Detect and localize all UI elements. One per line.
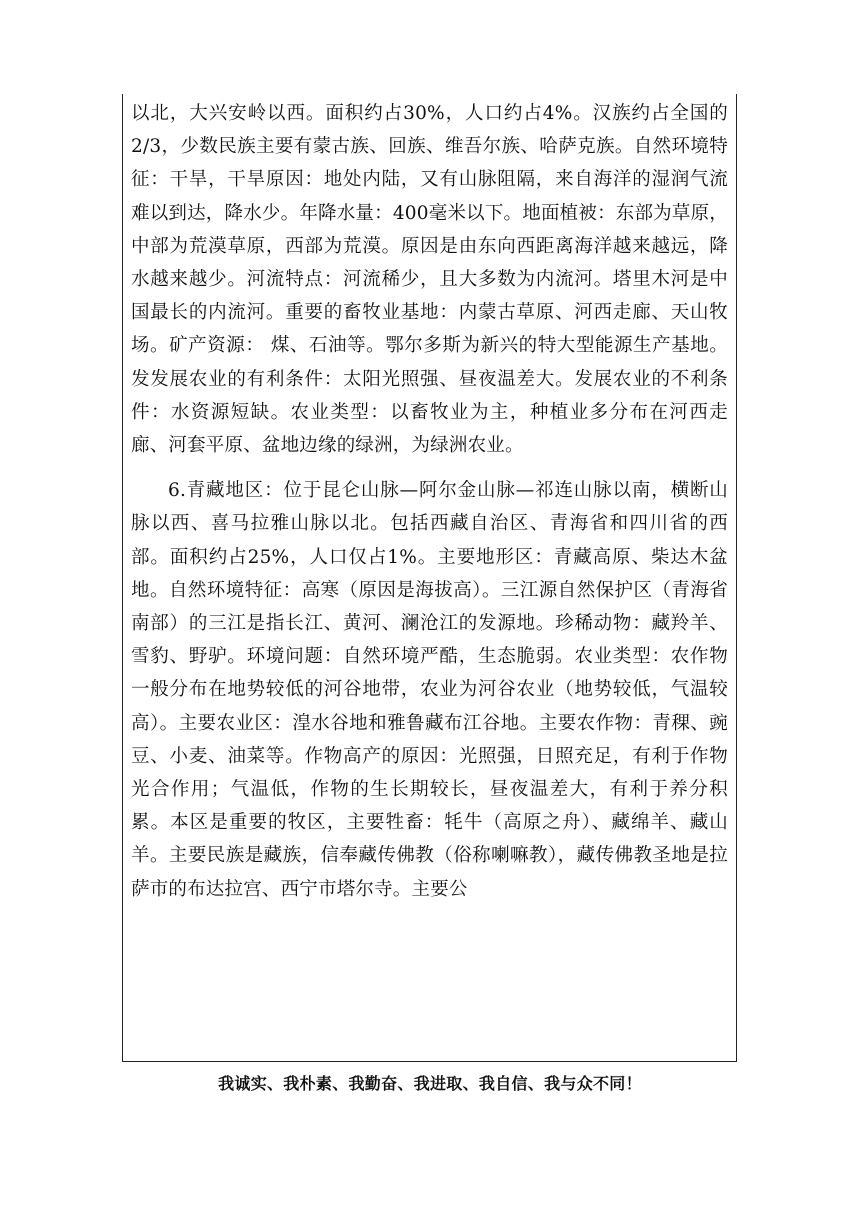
footer-motto: 我诚实、我朴素、我勤奋、我进取、我自信、我与众不同！: [218, 1074, 642, 1093]
text-frame: [122, 94, 737, 1062]
paragraph-northwest: 以北，大兴安岭以西。面积约占30%，人口约占4%。汉族约占全国的2/3，少数民族主要有蒙古族、回族、维吾尔族、哈萨克族。自然环境特征：干旱，干旱原因：地处内陆，又有山脉阻隔，来自海洋的湿润气流难以到达，降水少。年降水量：400毫米以下。地面植被：东部为草原，中部为荒漠草原，西部为荒漠。原因是由东向西距离海洋越来越远，降水越来越少。河流特点：河流稀少，且大多数为内流河。塔里木河是中国最长的内流河。重要的畜牧业基地：内蒙古草原、河西走廊、天山牧场。矿产资源： 煤、石油等。鄂尔多斯为新兴的特大型能源生产基地。发发展农业的有利条件：太阳光照强、昼夜温差大。发展农业的不利条件：水资源短缺。农业类型：以畜牧业为主，种植业多分布在河西走廊、河套平原、盆地边缘的绿洲，为绿洲农业。: [131, 103, 728, 457]
paragraph-spacer: [131, 462, 728, 474]
paragraph-qinghai-tibet: 6.青藏地区：位于昆仑山脉—阿尔金山脉—祁连山脉以南，横断山脉以西、喜马拉雅山脉以北。包括西藏自治区、青海省和四川省的西部。面积约占25%，人口仅占1%。主要地形区：青藏高原、柴达木盆地。自然环境特征：高寒（原因是海拔高）。三江源自然保护区（青海省南部）的三江是指长江、黄河、澜沧江的发源地。珍稀动物：藏羚羊、雪豹、野驴。环境问题：自然环境严酷，生态脆弱。农业类型：农作物一般分布在地势较低的河谷地带，农业为河谷农业（地势较低，气温较高）。主要农业区：湟水谷地和雅鲁藏布江谷地。主要农作物：青稞、豌豆、小麦、油菜等。作物高产的原因：光照强，日照充足，有利于作物光合作用；气温低，作物的生长期较长，昼夜温差大，有利于养分积累。本区是重要的牧区，主要牲畜：牦牛（高原之舟）、藏绵羊、藏山羊。主要民族是藏族，信奉藏传佛教（俗称喇嘛教），藏传佛教圣地是拉萨市的布达拉宫、西宁市塔尔寺。主要公: [131, 480, 728, 900]
